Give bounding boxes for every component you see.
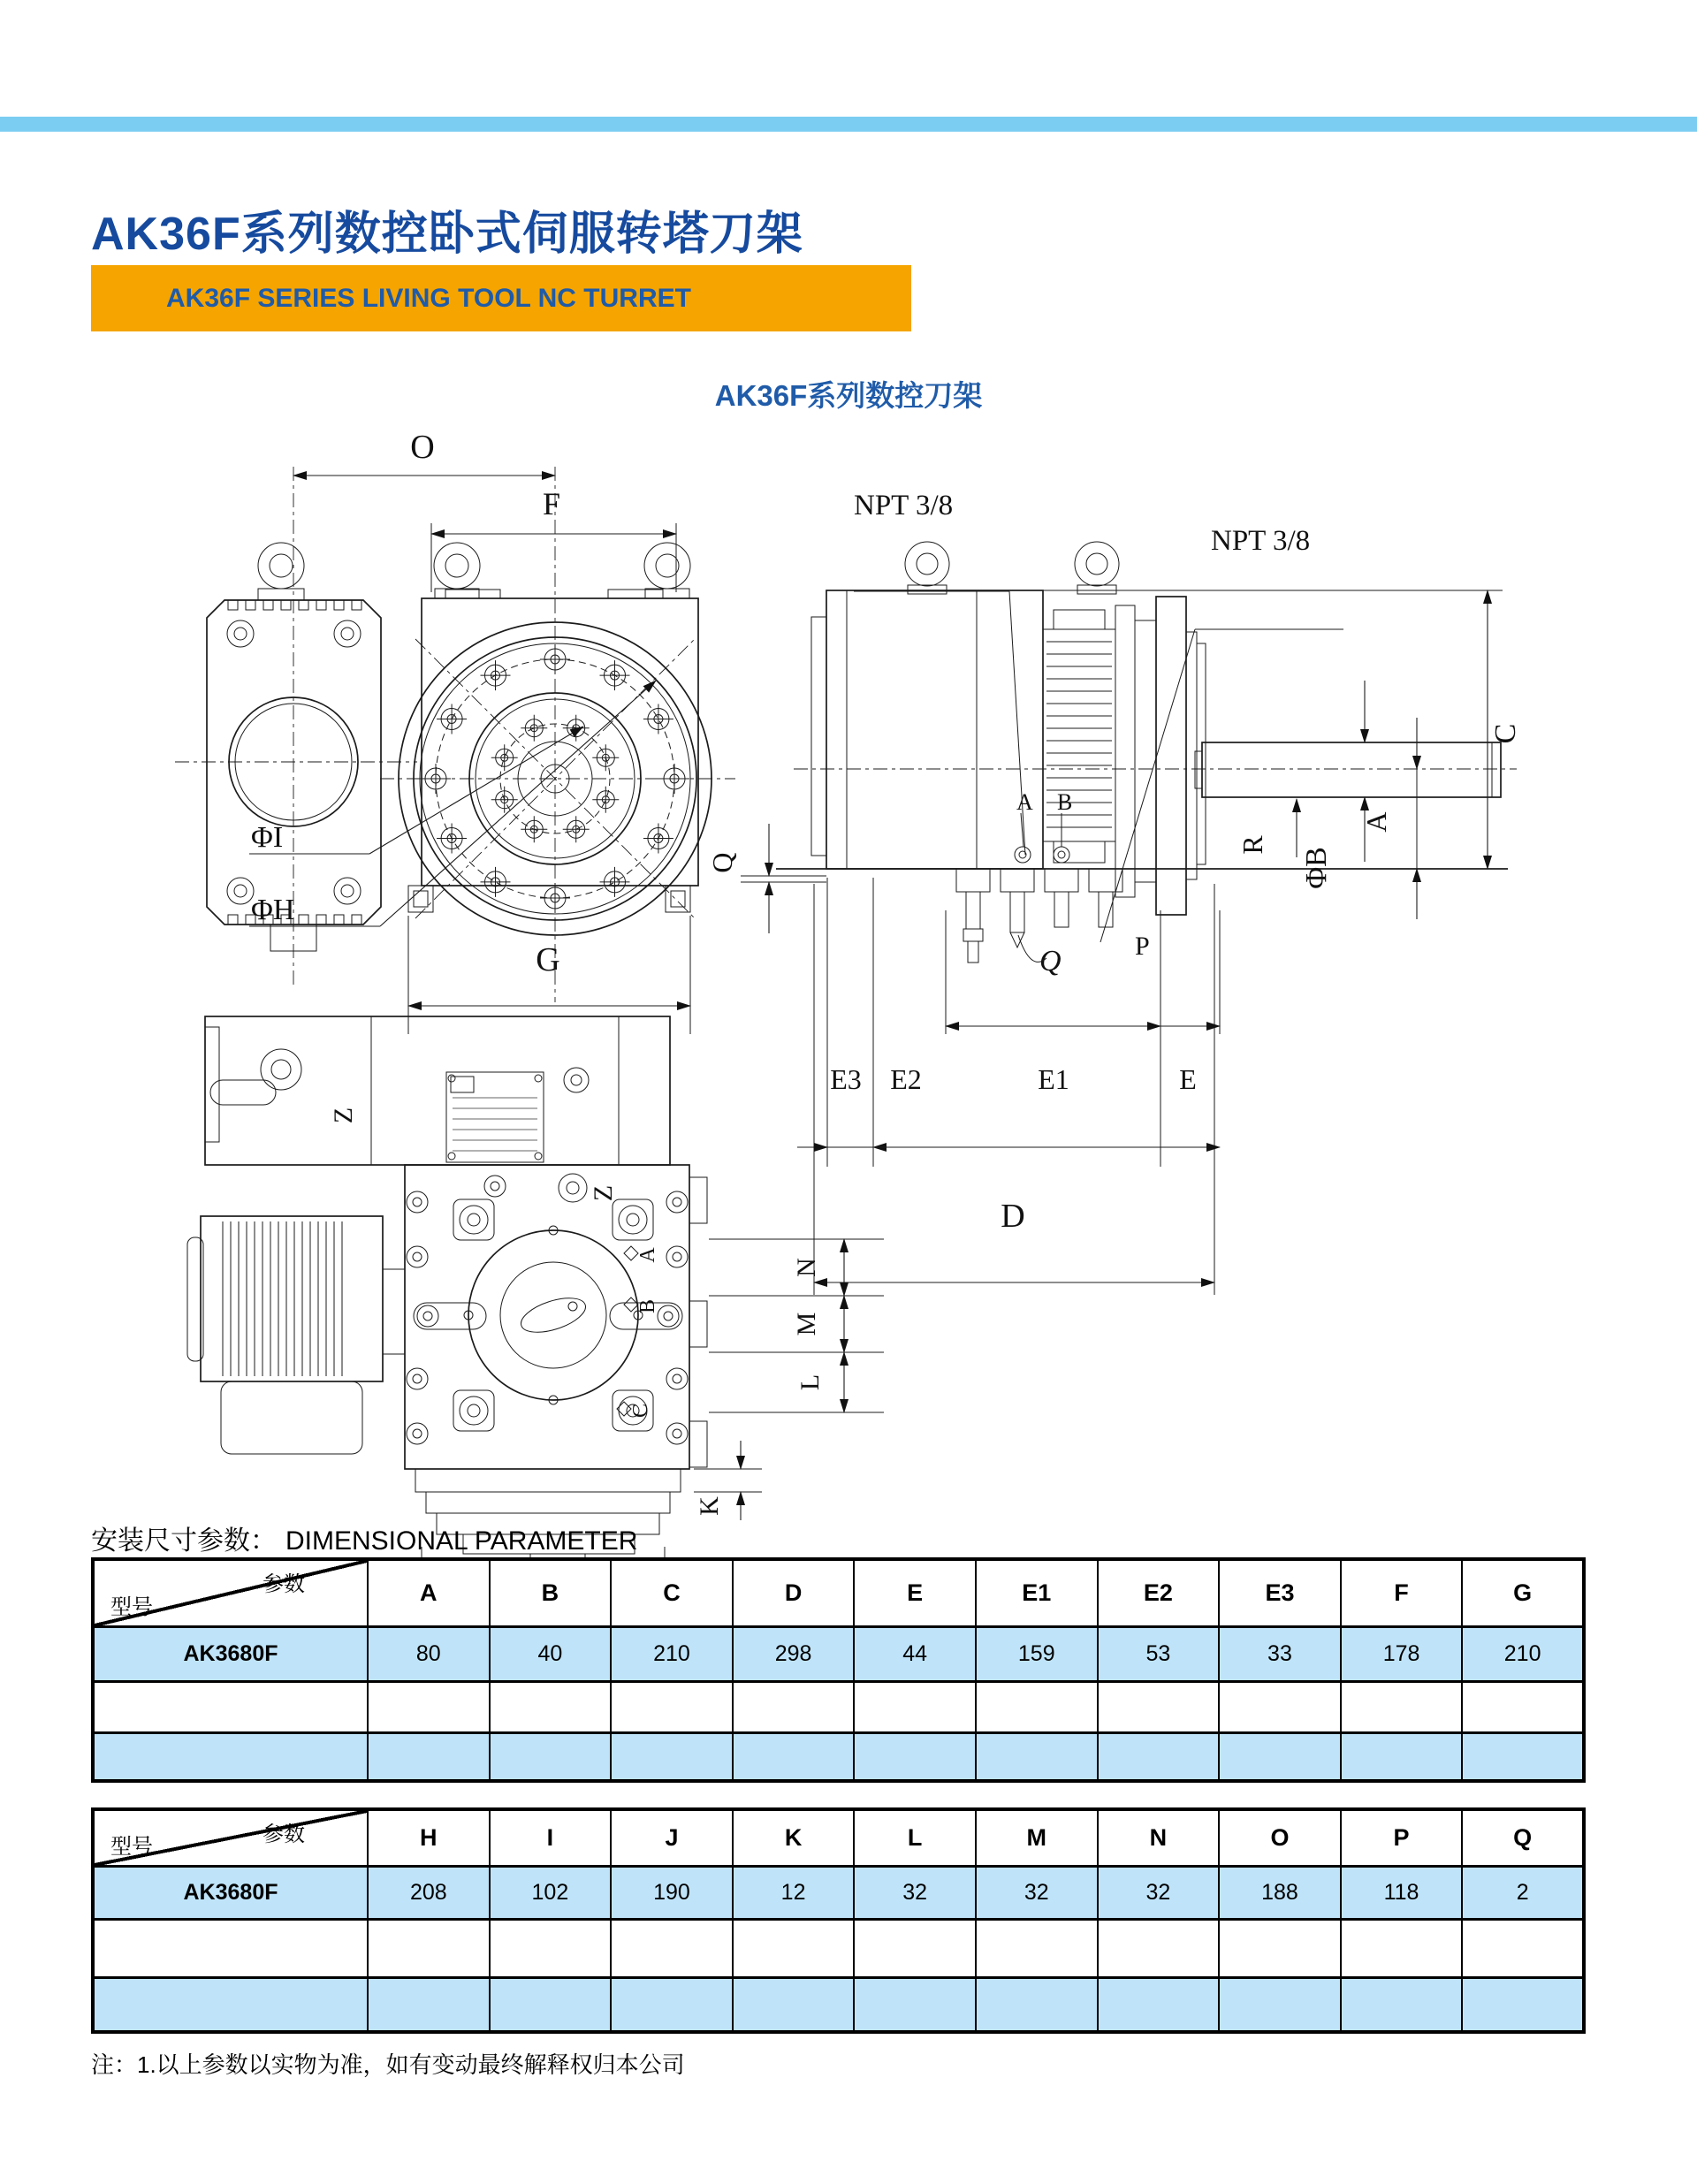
value-cell: 53 <box>1098 1626 1220 1681</box>
table-corner-cell <box>93 1559 368 1626</box>
dim-label-m: M <box>792 1312 821 1336</box>
table-row <box>93 1866 1584 1919</box>
column-header-m: M <box>976 1809 1098 1866</box>
value-cell <box>1098 1732 1220 1781</box>
column-header-f: F <box>1341 1559 1463 1626</box>
value-cell: 118 <box>1341 1866 1463 1919</box>
value-cell <box>1098 1919 1220 1977</box>
value-cell <box>1462 1977 1584 2032</box>
value-cell <box>854 1977 976 2032</box>
dim-label-e3: E3 <box>830 1063 862 1095</box>
value-cell <box>368 1732 490 1781</box>
value-cell: 44 <box>854 1626 976 1681</box>
value-cell <box>1462 1681 1584 1732</box>
station-a-top-label: A <box>636 1247 659 1263</box>
value-cell: 190 <box>611 1866 733 1919</box>
column-header-b: B <box>490 1559 612 1626</box>
dim-label-phi-h: ΦH <box>251 894 295 926</box>
column-header-h: H <box>368 1809 490 1866</box>
value-cell: 33 <box>1219 1626 1341 1681</box>
section-heading-zh: 安装尺寸参数： <box>91 1526 277 1556</box>
value-cell: 102 <box>490 1866 612 1919</box>
value-cell: 12 <box>733 1866 855 1919</box>
value-cell: 159 <box>976 1626 1098 1681</box>
column-header-p: P <box>1341 1809 1463 1866</box>
value-cell <box>1341 1732 1463 1781</box>
value-cell <box>1462 1732 1584 1781</box>
dim-label-phi-b: ΦB <box>1300 847 1333 889</box>
value-cell <box>368 1977 490 2032</box>
value-cell <box>490 1681 612 1732</box>
column-header-e2: E2 <box>1098 1559 1220 1626</box>
dim-label-d: D <box>1001 1198 1025 1235</box>
dim-label-e2: E2 <box>890 1063 922 1095</box>
value-cell <box>733 1919 855 1977</box>
dim-label-q-side: Q <box>706 852 738 873</box>
column-header-d: D <box>733 1559 855 1626</box>
dim-label-a: A <box>1360 811 1392 833</box>
value-cell <box>854 1732 976 1781</box>
corner-param-label: 参数 <box>263 1572 305 1596</box>
section-heading-en: DIMENSIONAL PARAMETER <box>285 1526 638 1556</box>
page-title: AK36F系列数控卧式伺服转塔刀架 <box>91 209 803 260</box>
dim-label-c: C <box>1489 723 1522 744</box>
station-c-top-label: C <box>629 1403 652 1419</box>
value-cell: 298 <box>733 1626 855 1681</box>
value-cell <box>976 1732 1098 1781</box>
model-cell <box>93 1977 368 2032</box>
value-cell: 32 <box>1098 1866 1220 1919</box>
column-header-n: N <box>1098 1809 1220 1866</box>
value-cell <box>1219 1919 1341 1977</box>
npt-label-2: NPT 3/8 <box>1211 525 1311 557</box>
top-accent-bar <box>0 117 1697 132</box>
value-cell <box>1341 1919 1463 1977</box>
column-header-g: G <box>1462 1559 1584 1626</box>
dim-label-phi-i: ΦI <box>251 821 284 854</box>
model-cell <box>93 1919 368 1977</box>
value-cell <box>733 1681 855 1732</box>
value-cell <box>368 1919 490 1977</box>
corner-param-label: 参数 <box>263 1823 305 1846</box>
column-header-k: K <box>733 1809 855 1866</box>
column-header-i: I <box>490 1809 612 1866</box>
dim-label-e: E <box>1179 1063 1197 1095</box>
value-cell <box>1219 1681 1341 1732</box>
dim-label-p: P <box>1135 932 1150 961</box>
series-banner-text: AK36F SERIES LIVING TOOL NC TURRET <box>166 283 691 313</box>
value-cell <box>854 1919 976 1977</box>
corner-model-label: 型号 <box>110 1834 153 1859</box>
dim-label-g: G <box>536 941 560 978</box>
value-cell <box>733 1977 855 2032</box>
model-cell <box>93 1681 368 1732</box>
value-cell <box>976 1919 1098 1977</box>
value-cell: 40 <box>490 1626 612 1681</box>
column-header-e1: E1 <box>976 1559 1098 1626</box>
figure-caption: AK36F系列数控刀架 <box>714 379 983 412</box>
column-header-q: Q <box>1462 1809 1584 1866</box>
value-cell <box>733 1732 855 1781</box>
corner-model-label: 型号 <box>110 1594 153 1619</box>
dim-label-r: R <box>1237 835 1268 855</box>
table-row <box>93 1732 1584 1781</box>
dim-label-l: L <box>795 1374 825 1391</box>
value-cell <box>611 1732 733 1781</box>
dim-label-k: K <box>695 1496 724 1516</box>
value-cell <box>854 1681 976 1732</box>
value-cell: 32 <box>854 1866 976 1919</box>
column-header-j: J <box>611 1809 733 1866</box>
model-cell: AK3680F <box>93 1626 368 1681</box>
dimension-table-1 <box>91 1557 1586 1783</box>
series-banner <box>91 265 911 331</box>
table-row <box>93 1681 1584 1732</box>
value-cell <box>1341 1681 1463 1732</box>
value-cell: 80 <box>368 1626 490 1681</box>
value-cell: 188 <box>1219 1866 1341 1919</box>
value-cell <box>611 1977 733 2032</box>
side-view <box>706 490 1522 1295</box>
technical-drawing <box>0 415 1697 1635</box>
footnote: 注：1.以上参数以实物为准，如有变动最终解释权归本公司 <box>91 2051 685 2078</box>
dim-label-e1: E1 <box>1038 1063 1069 1095</box>
npt-label-1: NPT 3/8 <box>854 490 954 521</box>
column-header-e: E <box>854 1559 976 1626</box>
value-cell <box>490 1977 612 2032</box>
value-cell <box>611 1919 733 1977</box>
column-header-l: L <box>854 1809 976 1866</box>
dim-label-o: O <box>410 429 435 466</box>
value-cell <box>1341 1977 1463 2032</box>
section-heading <box>91 1518 637 1557</box>
column-header-a: A <box>368 1559 490 1626</box>
value-cell: 178 <box>1341 1626 1463 1681</box>
value-cell <box>611 1681 733 1732</box>
z1-label: Z <box>329 1107 358 1124</box>
value-cell <box>1219 1732 1341 1781</box>
station-a-label: A <box>1016 789 1033 815</box>
dimension-table-2 <box>91 1807 1586 2034</box>
column-header-c: C <box>611 1559 733 1626</box>
value-cell <box>490 1732 612 1781</box>
value-cell: 2 <box>1462 1866 1584 1919</box>
table-row <box>93 1919 1584 1977</box>
value-cell <box>368 1681 490 1732</box>
table-corner-cell <box>93 1809 368 1866</box>
station-b-label: B <box>1057 789 1073 815</box>
table-row <box>93 1977 1584 2032</box>
table-row <box>93 1626 1584 1681</box>
model-cell <box>93 1732 368 1781</box>
value-cell <box>976 1681 1098 1732</box>
front-view <box>175 429 735 1034</box>
station-b-top-label: B <box>636 1298 659 1314</box>
value-cell <box>1098 1681 1220 1732</box>
value-cell <box>490 1919 612 1977</box>
dim-label-q-tool: Q <box>1039 945 1062 978</box>
column-header-o: O <box>1219 1809 1341 1866</box>
column-header-e3: E3 <box>1219 1559 1341 1626</box>
dim-label-f: F <box>542 486 561 521</box>
value-cell <box>1219 1977 1341 2032</box>
dim-label-n: N <box>792 1258 821 1277</box>
value-cell: 208 <box>368 1866 490 1919</box>
value-cell <box>1098 1977 1220 2032</box>
value-cell <box>1462 1919 1584 1977</box>
value-cell <box>976 1977 1098 2032</box>
value-cell: 210 <box>1462 1626 1584 1681</box>
model-cell: AK3680F <box>93 1866 368 1919</box>
value-cell: 32 <box>976 1866 1098 1919</box>
value-cell: 210 <box>611 1626 733 1681</box>
z2-label: Z <box>589 1184 618 1202</box>
